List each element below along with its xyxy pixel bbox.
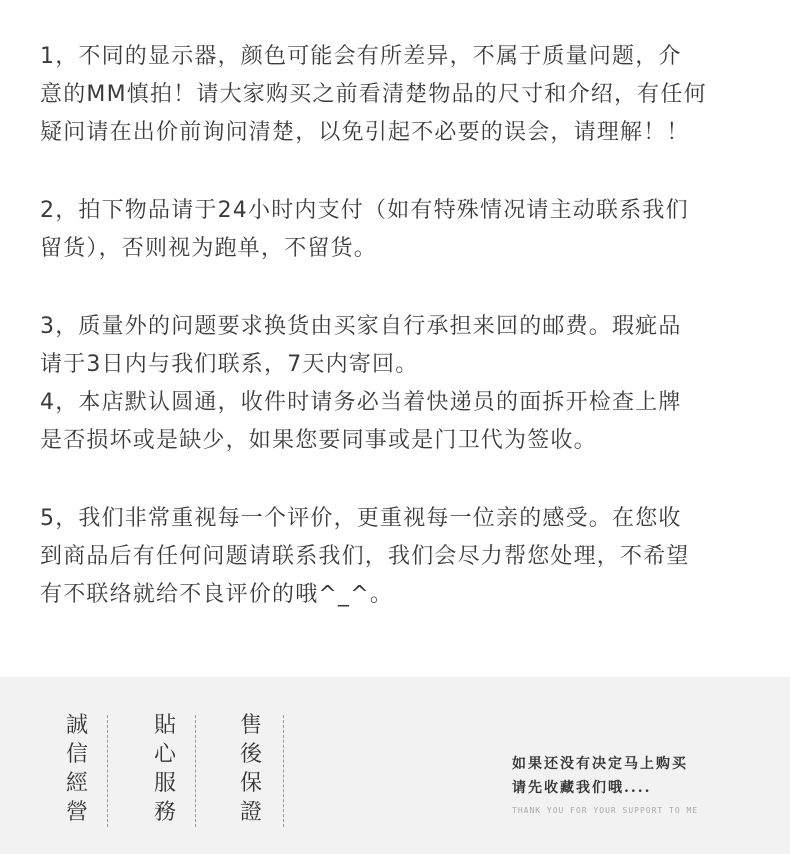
dashed-divider bbox=[107, 715, 108, 827]
dashed-divider bbox=[195, 715, 196, 827]
notice-line: 意的MM慎拍！请大家购买之前看清楚物品的尺寸和介绍，有任何 bbox=[40, 82, 707, 107]
notice-line: 请于3日内与我们联系，7天内寄回。 bbox=[40, 352, 419, 377]
store-footer-banner bbox=[0, 677, 790, 854]
promo-line-2: 请先收藏我们哦.... bbox=[512, 780, 652, 796]
store-notice bbox=[40, 38, 752, 614]
notice-line: 1，不同的显示器，颜色可能会有所差异，不属于质量问题，介 bbox=[40, 44, 682, 69]
notice-line: 疑问请在出价前询问清楚，以免引起不必要的误会，请理解！！ bbox=[40, 120, 690, 145]
motto-integrity: 誠信經營 bbox=[65, 713, 88, 825]
notice-line: 2，拍下物品请于24小时内支付（如有特殊情况请主动联系我们 bbox=[40, 198, 689, 223]
notice-line: 4，本店默认圆通，收件时请务必当着快递员的面拆开检查上牌 bbox=[40, 390, 682, 415]
notice-line: 5，我们非常重视每一个评价，更重视每一位亲的感受。在您收 bbox=[40, 506, 682, 531]
notice-line: 留货），否则视为跑单，不留货。 bbox=[40, 236, 378, 261]
motto-service: 貼心服務 bbox=[153, 713, 176, 825]
notice-line: 3，质量外的问题要求换货由买家自行承担来回的邮费。瑕疵品 bbox=[40, 314, 682, 339]
promo-line-1: 如果还没有决定马上购买 bbox=[512, 756, 688, 772]
notice-line: 是否损坏或是缺少，如果您要同事或是门卫代为签收。 bbox=[40, 428, 597, 453]
motto-guarantee: 售後保證 bbox=[239, 713, 262, 825]
dashed-divider bbox=[283, 715, 284, 827]
paragraph-gap bbox=[40, 460, 752, 500]
notice-line: 到商品后有任何问题请联系我们，我们会尽力帮您处理，不希望 bbox=[40, 544, 690, 569]
paragraph-gap bbox=[40, 152, 752, 192]
thank-you-tagline: THANK YOU FOR YOUR SUPPORT TO ME bbox=[512, 806, 699, 815]
favorite-prompt bbox=[512, 752, 762, 815]
paragraph-gap bbox=[40, 268, 752, 308]
notice-line: 有不联络就给不良评价的哦^_^。 bbox=[40, 582, 394, 607]
